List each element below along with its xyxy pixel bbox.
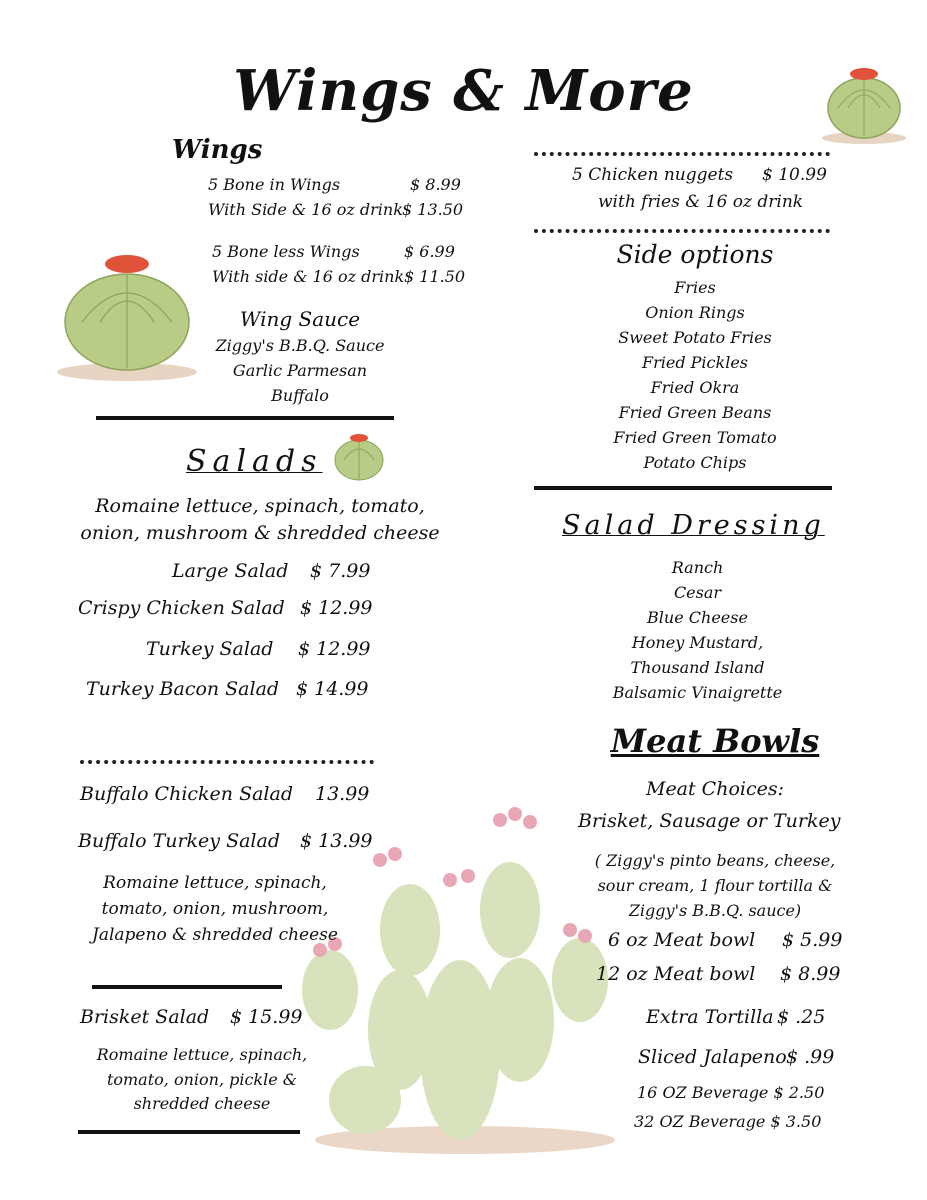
buffalo-description-line2: tomato, onion, mushroom,: [101, 899, 329, 919]
beverage-32oz: 32 OZ Beverage $ 3.50: [634, 1112, 822, 1131]
buffalo-turkey-salad: Buffalo Turkey Salad: [78, 830, 280, 852]
extra-tortilla: Extra Tortilla: [646, 1006, 774, 1028]
brisket-salad: Brisket Salad: [80, 1006, 210, 1028]
side-potato-chips: Potato Chips: [643, 453, 747, 472]
salads-heading: Salads: [186, 444, 323, 479]
dressing-honey-mustard: Honey Mustard,: [631, 633, 764, 652]
buffalo-chicken-salad: Buffalo Chicken Salad: [80, 783, 293, 805]
side-fries: Fries: [674, 278, 716, 297]
salads-description-line2: onion, mushroom & shredded cheese: [80, 522, 440, 544]
twelve-oz-meat-bowl-price: $ 8.99: [780, 963, 841, 985]
dotted-divider: [80, 760, 374, 764]
salads-description-line1: Romaine lettuce, spinach, tomato,: [95, 495, 425, 517]
side-options-heading: Side options: [616, 240, 774, 269]
bone-in-combo-price: $ 13.50: [402, 200, 464, 219]
sauce-garlic-parmesan: Garlic Parmesan: [232, 361, 368, 380]
bowl-includes-line1: ( Ziggy's pinto beans, cheese,: [594, 851, 836, 870]
boneless-price: $ 6.99: [404, 242, 455, 261]
bone-in-wings: 5 Bone in Wings: [208, 175, 341, 194]
dotted-divider: [534, 229, 830, 233]
boneless-wings: 5 Bone less Wings: [212, 242, 360, 261]
dressing-ranch: Ranch: [671, 558, 724, 577]
divider: [534, 486, 832, 490]
side-fried-okra: Fried Okra: [650, 378, 740, 397]
six-oz-meat-bowl: 6 oz Meat bowl: [608, 929, 756, 951]
beverage-16oz: 16 OZ Beverage $ 2.50: [637, 1083, 825, 1102]
sauce-buffalo: Buffalo: [271, 386, 329, 405]
dressing-cesar: Cesar: [673, 583, 722, 602]
brisket-description-line3: shredded cheese: [133, 1094, 271, 1113]
side-sweet-potato-fries: Sweet Potato Fries: [618, 328, 772, 347]
dotted-divider: [534, 152, 830, 156]
bowl-includes-line2: sour cream, 1 flour tortilla &: [597, 876, 833, 895]
divider: [92, 985, 282, 989]
boneless-combo-price: $ 11.50: [404, 267, 466, 286]
dressing-blue-cheese: Blue Cheese: [647, 608, 748, 627]
dressing-thousand-island: Thousand Island: [630, 658, 765, 677]
side-fried-pickles: Fried Pickles: [642, 353, 748, 372]
large-salad: Large Salad: [172, 560, 289, 582]
wings-heading: Wings: [172, 135, 263, 165]
crispy-chicken-salad: Crispy Chicken Salad: [78, 597, 285, 619]
sauce-bbq: Ziggy's B.B.Q. Sauce: [215, 336, 385, 355]
buffalo-turkey-salad-price: $ 13.99: [300, 830, 373, 852]
brisket-description-line2: tomato, onion, pickle &: [106, 1070, 298, 1089]
six-oz-meat-bowl-price: $ 5.99: [782, 929, 843, 951]
meat-bowls-heading: Meat Bowls: [610, 722, 820, 760]
sliced-jalapeno: Sliced Jalapeno: [638, 1046, 787, 1068]
side-fried-green-beans: Fried Green Beans: [618, 403, 772, 422]
dressing-balsamic: Balsamic Vinaigrette: [612, 683, 783, 702]
meat-choices: Brisket, Sausage or Turkey: [578, 810, 841, 832]
buffalo-chicken-salad-price: 13.99: [315, 783, 370, 805]
page-title: Wings & More: [233, 58, 694, 124]
barrel-cactus-salads-icon: [330, 430, 388, 484]
side-onion-rings: Onion Rings: [645, 303, 745, 322]
bone-in-price: $ 8.99: [410, 175, 461, 194]
bone-in-combo: With Side & 16 oz drink: [208, 200, 403, 219]
brisket-salad-price: $ 15.99: [230, 1006, 303, 1028]
twelve-oz-meat-bowl: 12 oz Meat bowl: [596, 963, 756, 985]
meat-choices-label: Meat Choices:: [645, 778, 785, 800]
salad-dressing-heading: Salad Dressing: [562, 510, 825, 541]
chicken-nuggets-combo: with fries & 16 oz drink: [598, 192, 804, 212]
turkey-bacon-salad: Turkey Bacon Salad: [86, 678, 280, 700]
sliced-jalapeno-price: $ .99: [786, 1046, 835, 1068]
crispy-chicken-salad-price: $ 12.99: [300, 597, 373, 619]
barrel-cactus-left-icon: [52, 244, 202, 384]
turkey-salad-price: $ 12.99: [298, 638, 371, 660]
divider: [96, 416, 394, 420]
chicken-nuggets: 5 Chicken nuggets: [572, 165, 734, 185]
turkey-bacon-salad-price: $ 14.99: [296, 678, 369, 700]
brisket-description-line1: Romaine lettuce, spinach,: [96, 1045, 308, 1064]
boneless-combo: With side & 16 oz drink: [212, 267, 405, 286]
bowl-includes-line3: Ziggy's B.B.Q. sauce): [628, 901, 802, 920]
side-fried-green-tomato: Fried Green Tomato: [613, 428, 777, 447]
extra-tortilla-price: $ .25: [777, 1006, 826, 1028]
turkey-salad: Turkey Salad: [146, 638, 274, 660]
buffalo-description-line1: Romaine lettuce, spinach,: [103, 873, 327, 893]
divider: [78, 1130, 300, 1134]
wing-sauce-heading: Wing Sauce: [239, 307, 361, 331]
chicken-nuggets-price: $ 10.99: [762, 165, 827, 185]
buffalo-description-line3: Jalapeno & shredded cheese: [92, 925, 338, 945]
large-salad-price: $ 7.99: [310, 560, 371, 582]
